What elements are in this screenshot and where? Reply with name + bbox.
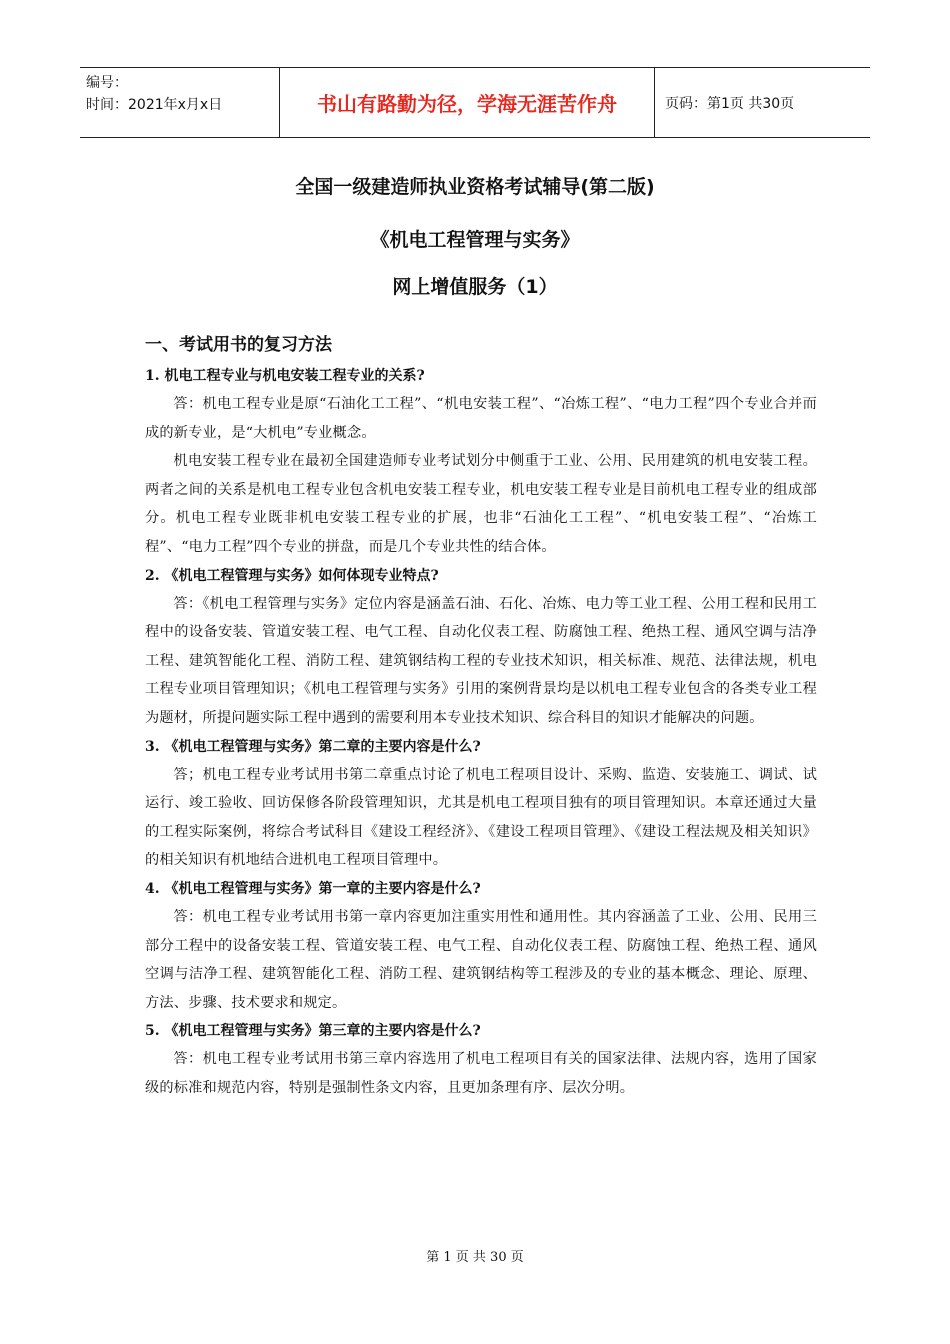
- title-line-1: 全国一级建造师执业资格考试辅导(第二版): [295, 176, 655, 198]
- page-header: [80, 67, 870, 138]
- qa-item-4: [145, 875, 817, 1017]
- header-meta: [80, 68, 280, 137]
- qa-item-5: [145, 1017, 817, 1102]
- qa-item-1: [145, 362, 817, 562]
- question: 2. 《机电工程管理与实务》如何体现专业特点?: [145, 567, 439, 584]
- page-footer: 第 1 页 共 30 页: [426, 1250, 524, 1265]
- question: 3. 《机电工程管理与实务》第二章的主要内容是什么?: [145, 738, 481, 755]
- answer-paragraph: 答：机电工程专业考试用书第一章内容更加注重实用性和通用性。其内容涵盖了工业、公用、民用三部分工程中的设备安装工程、管道安装工程、电气工程、自动化仪表工程、防腐蚀工程、绝热工程、通风空调与洁净工程、建筑智能化工程、消防工程、建筑钢结构等工程涉及的专业的基本概念、理论、原理、方法、步骤、技术要求和规定。: [145, 908, 817, 1011]
- header-motto: 书山有路勤为径，学海无涯苦作舟: [280, 68, 655, 137]
- section-title: 一、考试用书的复习方法: [145, 335, 332, 355]
- answer-paragraph: 答：机电工程专业是原“石油化工工程”、“机电安装工程”、“冶炼工程”、“电力工程”四个专业合并而成的新专业，是“大机电”专业概念。: [145, 396, 817, 441]
- answer-paragraph: 机电安装工程专业在最初全国建造师专业考试划分中侧重于工业、公用、民用建筑的机电安装工程。两者之间的关系是机电工程专业包含机电安装工程专业，机电安装工程专业是目前机电工程专业的组成部分。机电工程专业既非机电安装工程专业的扩展，也非“石油化工工程”、“机电安装工程”、“冶炼工程”、“电力工程”四个专业的拼盘，而是几个专业共性的结合体。: [145, 453, 817, 555]
- qa-item-3: [145, 733, 817, 875]
- answer-paragraph: 答；机电工程专业考试用书第二章重点讨论了机电工程项目设计、采购、监造、安装施工、调试、试运行、竣工验收、回访保修各阶段管理知识，尤其是机电工程项目独有的项目管理知识。本章还通过大量的工程实际案例，将综合考试科目《建设工程经济》、《建设工程项目管理》、《建设工程法规及相关知识》的相关知识有机地结合进机电工程项目管理中。: [145, 766, 817, 869]
- title-line-3: 网上增值服务（1）: [392, 276, 558, 298]
- title-line-2: 《机电工程管理与实务》: [370, 229, 580, 251]
- header-page-info: 页码：第1页 共30页: [665, 95, 795, 112]
- answer-paragraph: 答：《机电工程管理与实务》定位内容是涵盖石油、石化、冶炼、电力等工业工程、公用工程和民用工程中的设备安装、管道安装工程、电气工程、自动化仪表工程、防腐蚀工程、绝热工程、通风空调与洁净工程、建筑智能化工程、消防工程、建筑钢结构工程的专业技术知识，相关标准、规范、法律法规，机电工程专业项目管理知识；《机电工程管理与实务》引用的案例背景均是以机电工程专业包含的各类专业工程为题材，所提问题实际工程中遇到的需要利用本专业技术知识、综合科目的知识才能解决的问题。: [145, 595, 817, 726]
- time-label: 时间：2021年x月x日: [86, 97, 223, 113]
- question: 5. 《机电工程管理与实务》第三章的主要内容是什么?: [145, 1023, 481, 1040]
- question: 1. 机电工程专业与机电安装工程专业的关系?: [145, 368, 425, 384]
- question: 4. 《机电工程管理与实务》第一章的主要内容是什么?: [145, 880, 481, 897]
- document-body: [145, 330, 817, 1102]
- number-label: 编号：: [86, 75, 128, 91]
- qa-item-2: [145, 562, 817, 733]
- answer-paragraph: 答：机电工程专业考试用书第三章内容选用了机电工程项目有关的国家法律、法规内容，选用了国家级的标准和规范内容，特别是强制性条文内容，且更加条理有序、层次分明。: [145, 1051, 817, 1096]
